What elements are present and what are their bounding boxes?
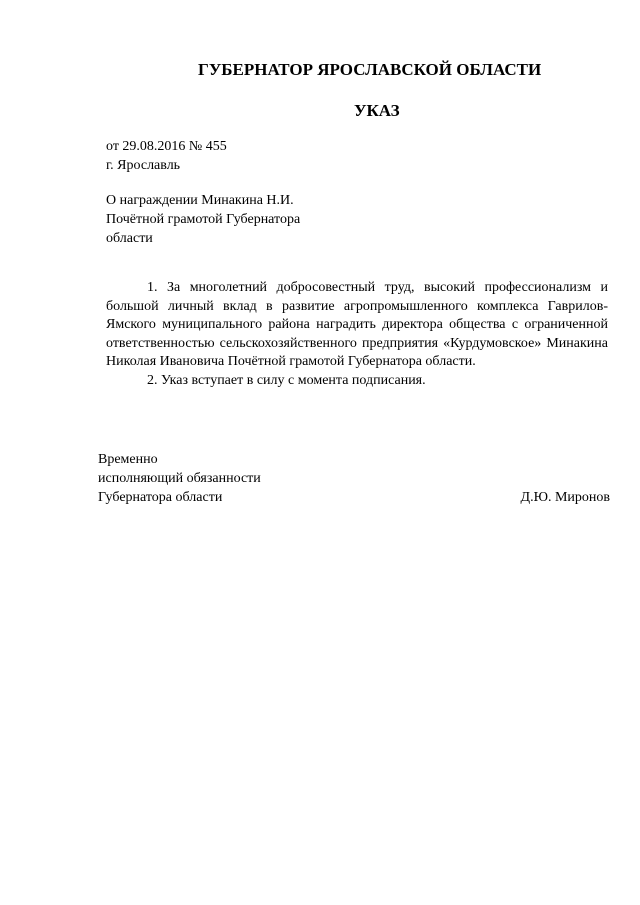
issue-city: г. Ярославль bbox=[106, 158, 181, 173]
subject-line: Почётной грамотой Губернатора bbox=[106, 212, 301, 227]
date-and-number: от 29.08.2016 № 455 bbox=[106, 139, 227, 154]
signatory-position-line: Губернатора области bbox=[98, 490, 223, 505]
document-type: УКАЗ bbox=[354, 101, 400, 120]
document-meta bbox=[106, 137, 227, 175]
subject-line: О награждении Минакина Н.И. bbox=[106, 193, 294, 208]
decree-body bbox=[106, 279, 608, 390]
decree-paragraph-1: 1. За многолетний добросовестный труд, высокий профессионализм и большой личный вклад в развитие агропромышленного комплекса Гаврилов-Ямского муниципального района наградить директора общества с ограниченной ответственностью сельскохозяйственного предприятия «Курдумовское» Минакина Николая Ивановича Почётной грамотой Губернатора области. bbox=[106, 280, 608, 369]
issuing-authority: ГУБЕРНАТОР ЯРОСЛАВСКОЙ ОБЛАСТИ bbox=[198, 60, 542, 79]
signatory-position-line: Временно bbox=[98, 452, 158, 467]
subject-line: области bbox=[106, 231, 153, 246]
decree-paragraph-2: 2. Указ вступает в силу с момента подписания. bbox=[147, 372, 426, 388]
signatory-position-line: исполняющий обязанности bbox=[98, 471, 261, 486]
signatory-row bbox=[98, 488, 610, 507]
signatory-name: Д.Ю. Миронов bbox=[520, 490, 610, 505]
signature-block bbox=[98, 450, 610, 507]
document-subject bbox=[106, 191, 300, 248]
